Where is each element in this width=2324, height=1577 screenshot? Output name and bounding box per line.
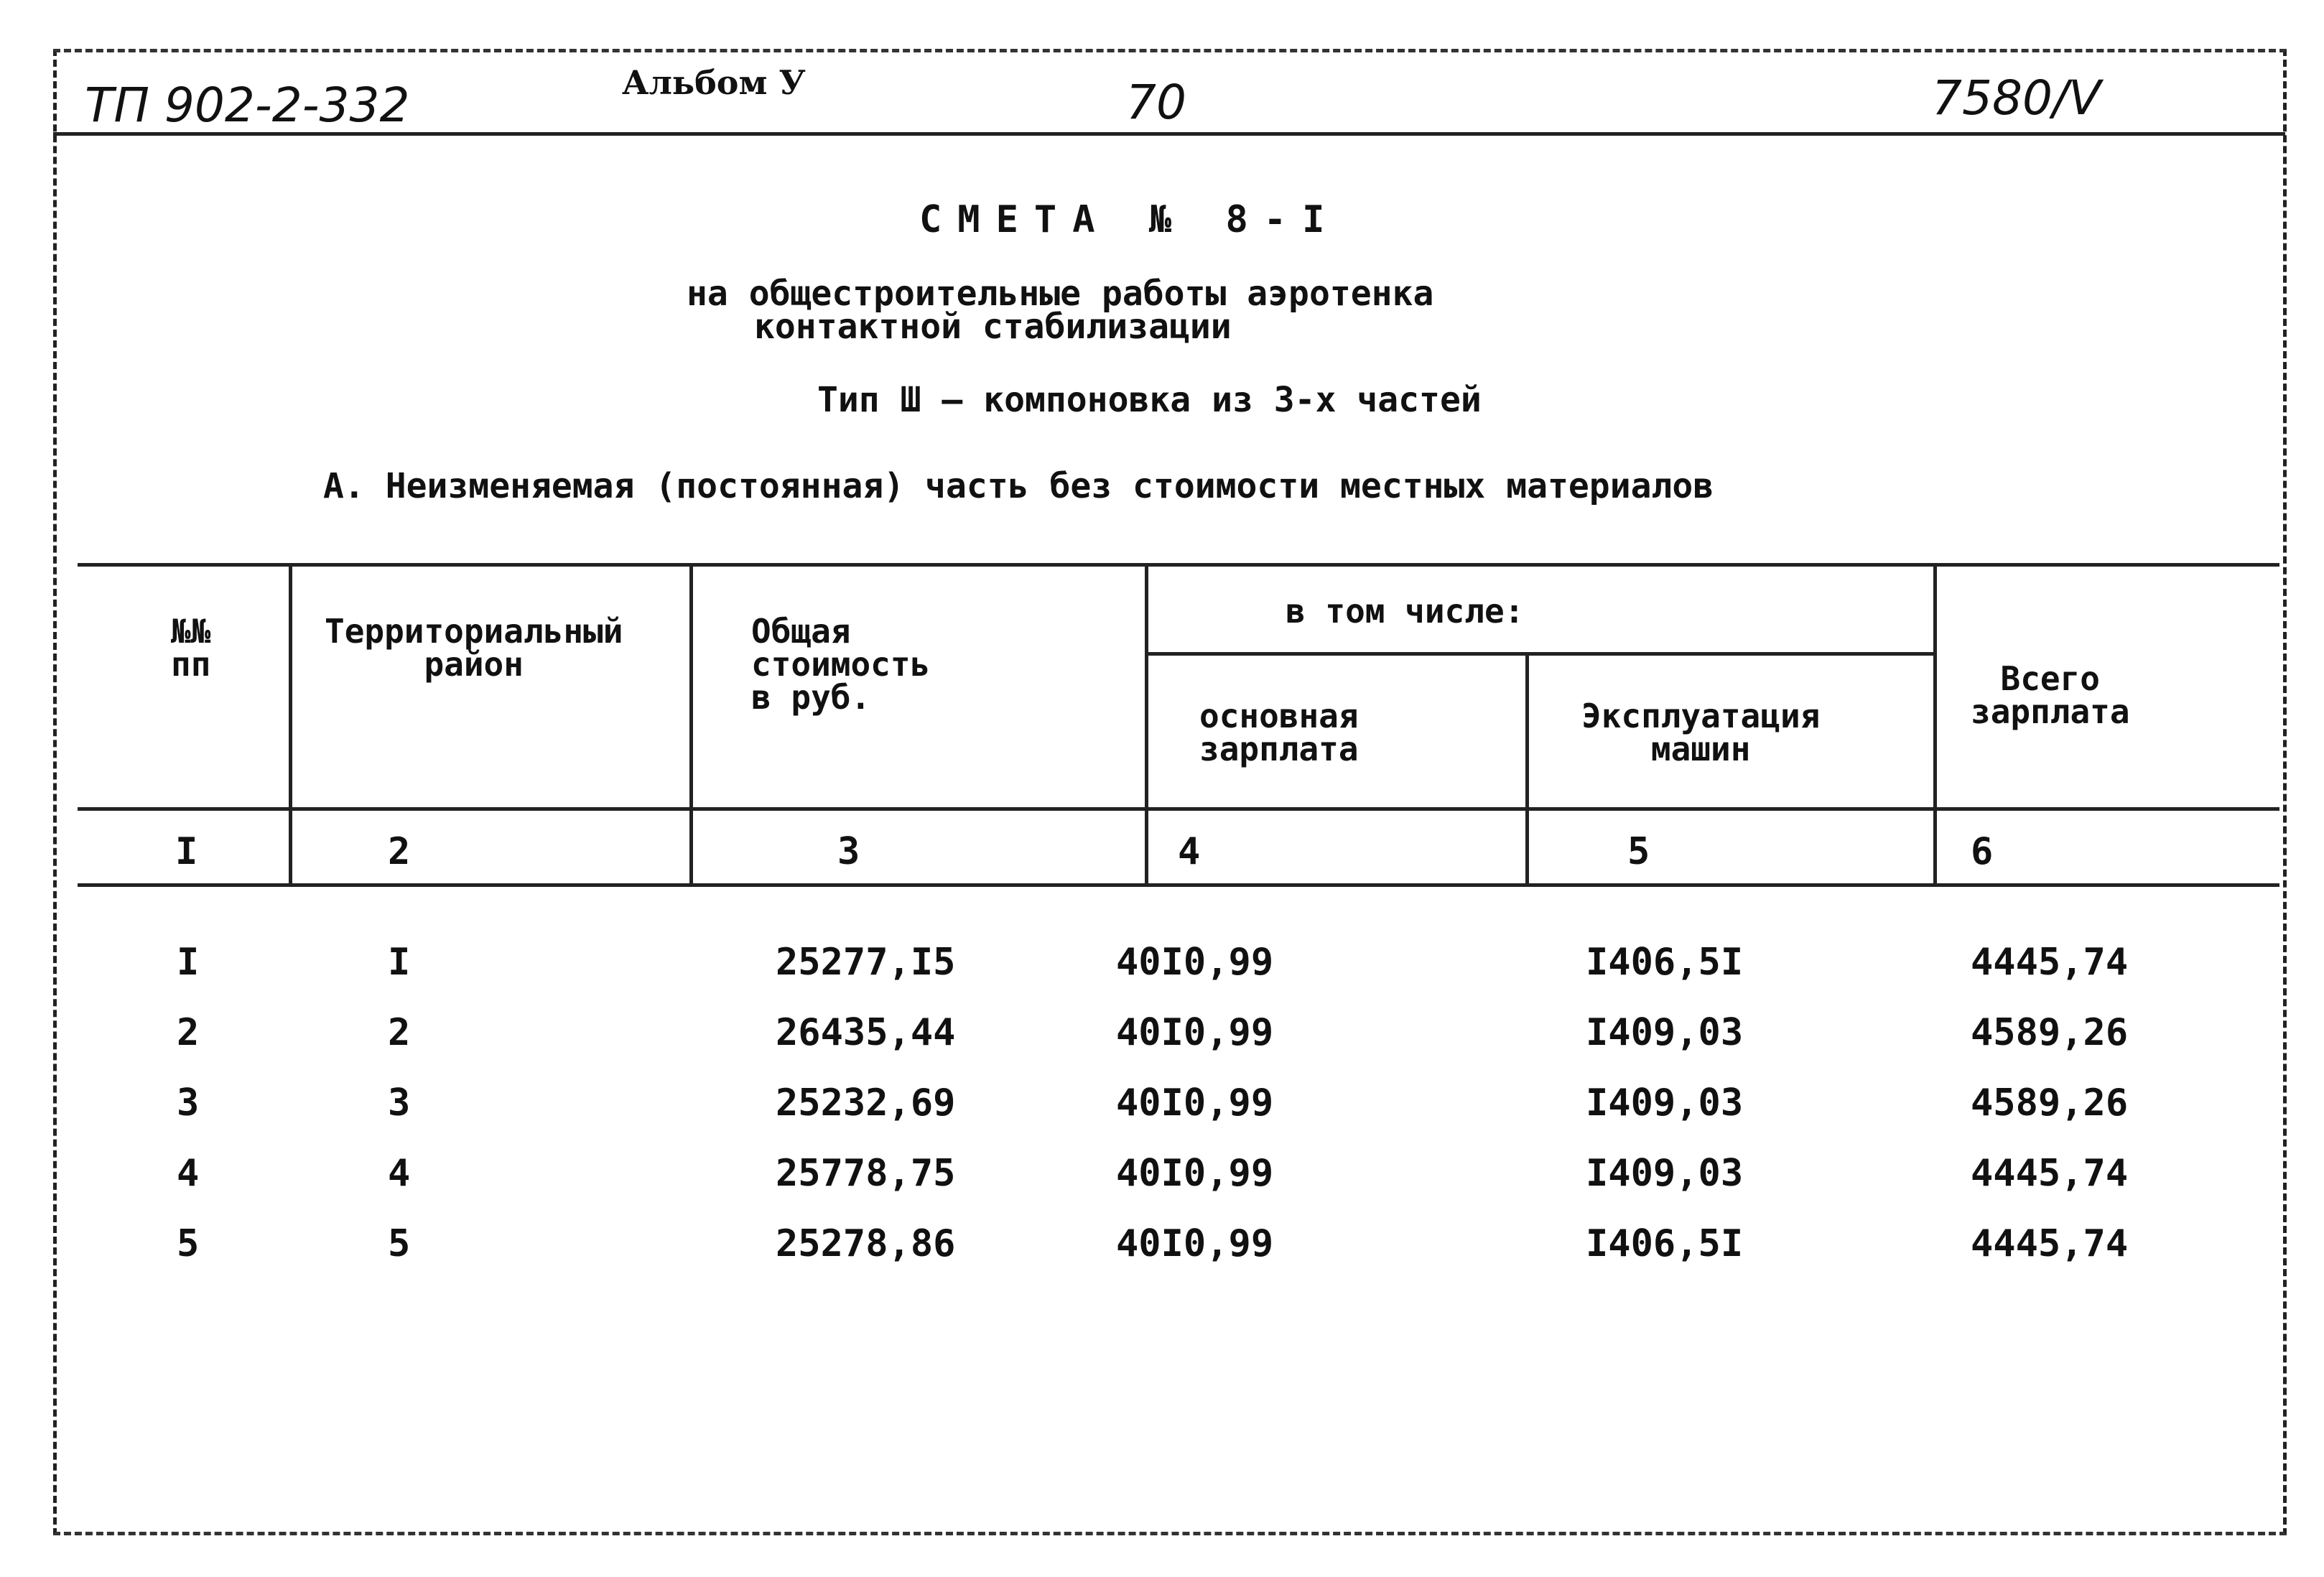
document-title: СМЕТА № 8-I (919, 198, 1341, 241)
column-number-rule (78, 883, 2279, 887)
header-bottom-rule (78, 807, 2279, 811)
cell-total: 25278,86 (776, 1222, 956, 1265)
cell-num: I (177, 941, 200, 984)
th-region: Территориальный район (325, 612, 623, 684)
col-number: 5 (1627, 830, 1650, 873)
cell-total-wage: 4445,74 (1971, 1152, 2129, 1195)
cell-total: 25778,75 (776, 1152, 956, 1195)
cell-num: 2 (177, 1011, 200, 1054)
cell-num: 3 (177, 1081, 200, 1125)
col-number: 4 (1178, 830, 1201, 873)
type-line: Тип Ш – компоновка из 3-х частей (817, 380, 1482, 420)
cell-total: 25277,I5 (776, 941, 956, 984)
album-label: Альбом У (622, 63, 806, 102)
cell-base-wage: 40I0,99 (1116, 941, 1274, 984)
cell-base-wage: 40I0,99 (1116, 1222, 1274, 1265)
cell-region: 4 (388, 1152, 411, 1195)
col-divider-3 (1145, 563, 1148, 883)
col-number: 6 (1971, 830, 1994, 873)
subtitle-line2: контактной стабилизации (754, 307, 1232, 347)
cell-region: I (388, 941, 411, 984)
cell-machines: I409,03 (1586, 1011, 1744, 1054)
cell-base-wage: 40I0,99 (1116, 1152, 1274, 1195)
subtitle-line1: на общестроительные работы аэротенка (687, 274, 1434, 314)
cell-num: 4 (177, 1152, 200, 1195)
cell-machines: I406,5I (1586, 941, 1744, 984)
cell-region: 3 (388, 1081, 411, 1125)
cell-total-wage: 4445,74 (1971, 1222, 2129, 1265)
cell-total-wage: 4589,26 (1971, 1011, 2129, 1054)
inventory-number: 7580/V (1932, 70, 2101, 126)
th-num: №№ пп (171, 612, 211, 684)
th-including: в том числе: (1286, 592, 1525, 631)
cell-total: 26435,44 (776, 1011, 956, 1054)
subheader-rule (1145, 652, 1933, 656)
cell-machines: I406,5I (1586, 1222, 1744, 1265)
col-number: I (175, 830, 198, 873)
cell-total-wage: 4589,26 (1971, 1081, 2129, 1125)
cell-total-wage: 4445,74 (1971, 941, 2129, 984)
cell-region: 2 (388, 1011, 411, 1054)
th-total: Общая стоимость в руб. (751, 612, 931, 717)
cell-machines: I409,03 (1586, 1081, 1744, 1125)
col-divider-4 (1525, 652, 1529, 883)
col-number: 2 (388, 830, 411, 873)
page-number: 70 (1126, 75, 1186, 130)
page-frame (53, 49, 2287, 1535)
th-total-wage: Всего зарплата (1971, 659, 2130, 731)
cell-base-wage: 40I0,99 (1116, 1011, 1274, 1054)
cell-num: 5 (177, 1222, 200, 1265)
table-top-rule (78, 563, 2279, 567)
th-machines: Эксплуатация машин (1581, 697, 1821, 768)
section-heading: А. Неизменяемая (постоянная) часть без стоимости местных материалов (323, 466, 1714, 506)
cell-machines: I409,03 (1586, 1152, 1744, 1195)
col-number: 3 (837, 830, 860, 873)
doc-code: ТП 902-2-332 (85, 78, 410, 133)
col-divider-1 (289, 563, 292, 883)
cell-base-wage: 40I0,99 (1116, 1081, 1274, 1125)
col-divider-2 (689, 563, 693, 883)
th-base-wage: основная зарплата (1199, 697, 1359, 768)
col-divider-5 (1933, 563, 1937, 883)
cell-region: 5 (388, 1222, 411, 1265)
cell-total: 25232,69 (776, 1081, 956, 1125)
